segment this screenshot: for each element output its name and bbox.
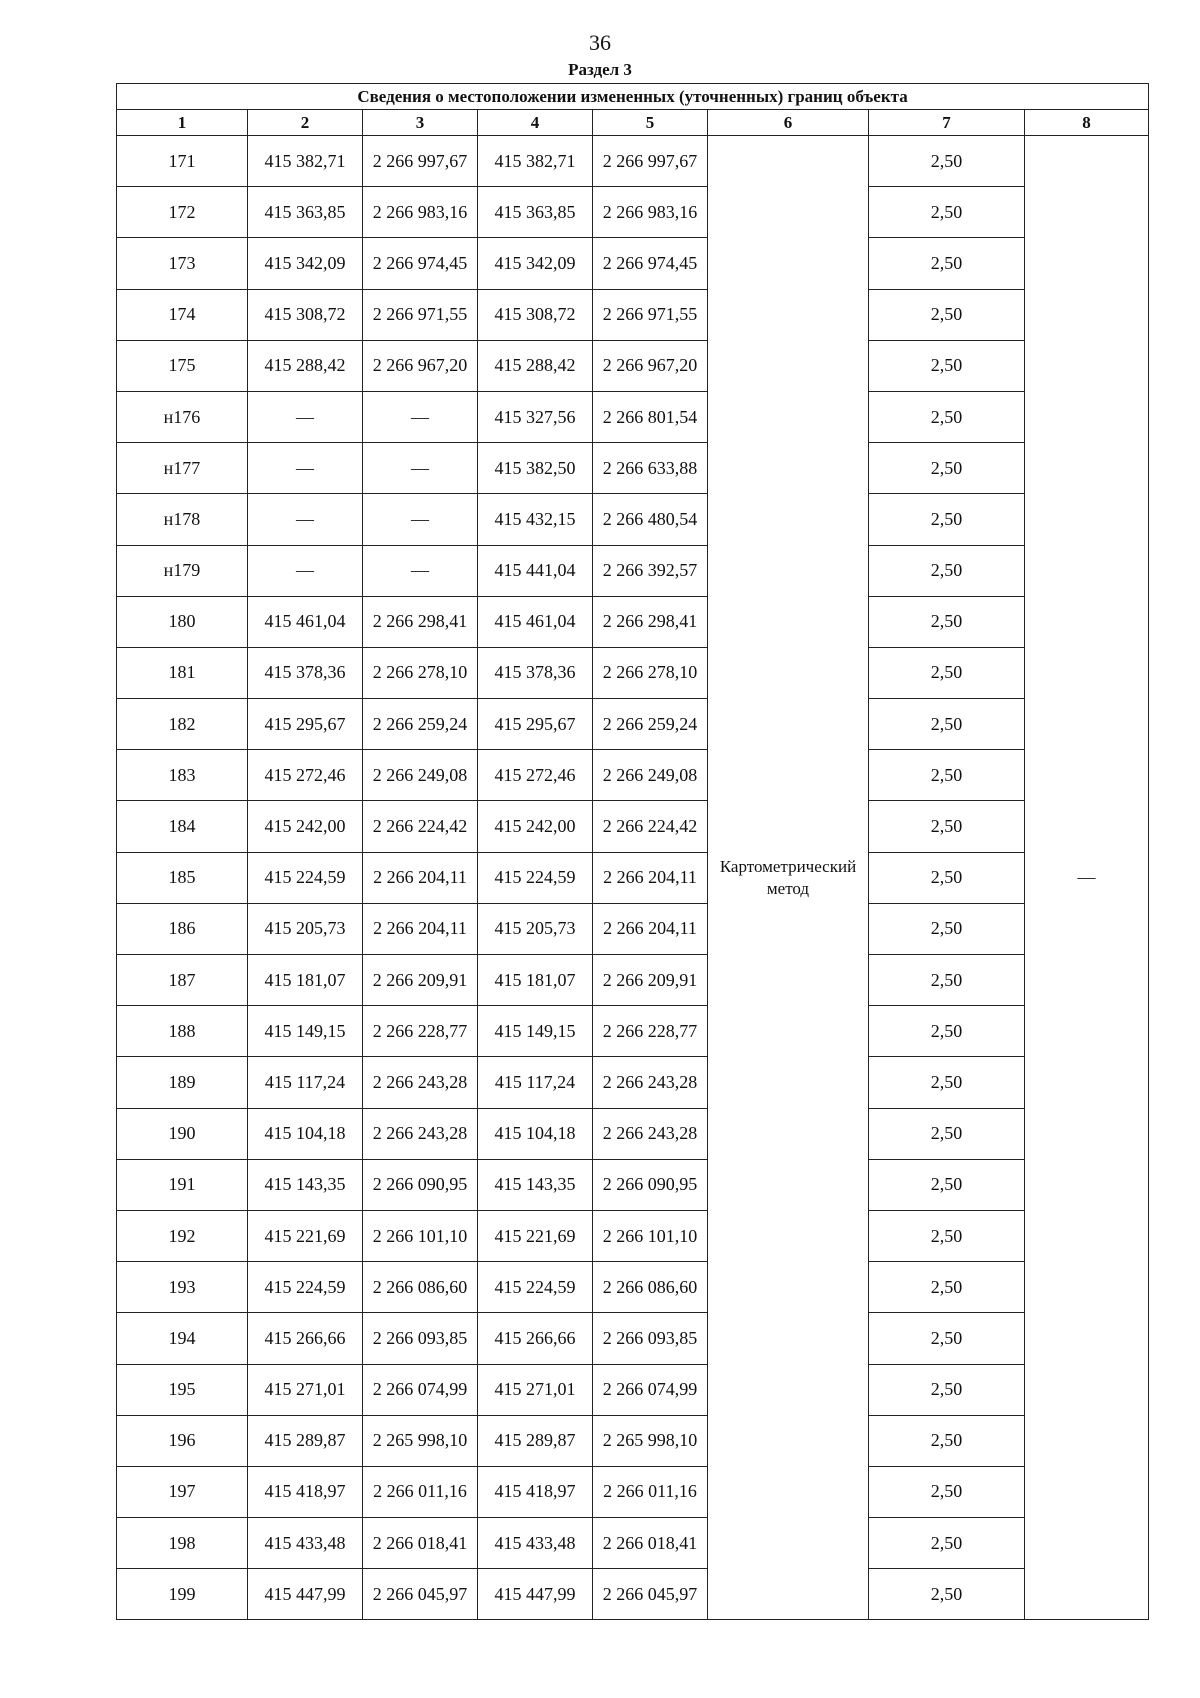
y-old-cell: 2 266 086,60 xyxy=(363,1262,478,1313)
y-old-cell: 2 266 983,16 xyxy=(363,187,478,238)
y-new-cell: 2 266 997,67 xyxy=(593,136,708,187)
point-number-cell: 173 xyxy=(117,238,248,289)
y-new-cell: 2 266 074,99 xyxy=(593,1364,708,1415)
y-old-cell: 2 266 090,95 xyxy=(363,1159,478,1210)
column-number: 1 xyxy=(117,110,248,136)
point-number-cell: 175 xyxy=(117,340,248,391)
boundary-coordinates-table xyxy=(116,83,1149,1620)
x-new-cell: 415 242,00 xyxy=(478,801,593,852)
x-old-cell: 415 149,15 xyxy=(248,1006,363,1057)
x-old-cell: 415 378,36 xyxy=(248,647,363,698)
y-old-cell: — xyxy=(363,391,478,442)
point-number-cell: н177 xyxy=(117,443,248,494)
y-old-cell: 2 266 074,99 xyxy=(363,1364,478,1415)
x-new-cell: 415 441,04 xyxy=(478,545,593,596)
y-old-cell: 2 266 224,42 xyxy=(363,801,478,852)
column-number: 2 xyxy=(248,110,363,136)
x-new-cell: 415 117,24 xyxy=(478,1057,593,1108)
table-row xyxy=(117,647,1149,698)
table-row xyxy=(117,852,1149,903)
table-row xyxy=(117,596,1149,647)
x-new-cell: 415 272,46 xyxy=(478,750,593,801)
table-row xyxy=(117,1006,1149,1057)
table-row xyxy=(117,1569,1149,1620)
y-new-cell: 2 266 011,16 xyxy=(593,1466,708,1517)
y-old-cell: 2 266 243,28 xyxy=(363,1108,478,1159)
table-row xyxy=(117,903,1149,954)
column-number: 8 xyxy=(1025,110,1149,136)
y-new-cell: 2 266 204,11 xyxy=(593,852,708,903)
y-old-cell: — xyxy=(363,545,478,596)
x-old-cell: 415 117,24 xyxy=(248,1057,363,1108)
x-old-cell: 415 342,09 xyxy=(248,238,363,289)
point-number-cell: н179 xyxy=(117,545,248,596)
x-new-cell: 415 447,99 xyxy=(478,1569,593,1620)
section-title: Раздел 3 xyxy=(568,60,632,79)
x-old-cell: 415 271,01 xyxy=(248,1364,363,1415)
y-new-cell: 2 266 224,42 xyxy=(593,801,708,852)
point-number-cell: 172 xyxy=(117,187,248,238)
x-old-cell: 415 461,04 xyxy=(248,596,363,647)
y-old-cell: 2 266 259,24 xyxy=(363,699,478,750)
accuracy-cell: 2,50 xyxy=(869,801,1025,852)
y-new-cell: 2 266 278,10 xyxy=(593,647,708,698)
table-row xyxy=(117,391,1149,442)
point-number-cell: 199 xyxy=(117,1569,248,1620)
accuracy-cell: 2,50 xyxy=(869,1466,1025,1517)
accuracy-cell: 2,50 xyxy=(869,1262,1025,1313)
x-old-cell: 415 143,35 xyxy=(248,1159,363,1210)
x-new-cell: 415 288,42 xyxy=(478,340,593,391)
y-old-cell: 2 266 204,11 xyxy=(363,852,478,903)
y-new-cell: 2 266 967,20 xyxy=(593,340,708,391)
y-old-cell: 2 266 243,28 xyxy=(363,1057,478,1108)
x-old-cell: 415 205,73 xyxy=(248,903,363,954)
y-new-cell: 2 266 633,88 xyxy=(593,443,708,494)
table-row xyxy=(117,955,1149,1006)
y-old-cell: 2 266 971,55 xyxy=(363,289,478,340)
x-new-cell: 415 433,48 xyxy=(478,1518,593,1569)
accuracy-cell: 2,50 xyxy=(869,1057,1025,1108)
y-old-cell: — xyxy=(363,494,478,545)
point-number-cell: 174 xyxy=(117,289,248,340)
x-new-cell: 415 382,71 xyxy=(478,136,593,187)
y-old-cell: 2 266 974,45 xyxy=(363,238,478,289)
x-old-cell: 415 181,07 xyxy=(248,955,363,1006)
accuracy-cell: 2,50 xyxy=(869,596,1025,647)
table-row xyxy=(117,801,1149,852)
accuracy-cell: 2,50 xyxy=(869,955,1025,1006)
y-new-cell: 2 266 093,85 xyxy=(593,1313,708,1364)
accuracy-cell: 2,50 xyxy=(869,750,1025,801)
point-number-cell: 185 xyxy=(117,852,248,903)
y-old-cell: 2 266 045,97 xyxy=(363,1569,478,1620)
column-number: 3 xyxy=(363,110,478,136)
table-row xyxy=(117,1518,1149,1569)
x-old-cell: 415 418,97 xyxy=(248,1466,363,1517)
x-old-cell: — xyxy=(248,443,363,494)
y-old-cell: 2 266 228,77 xyxy=(363,1006,478,1057)
x-old-cell: 415 242,00 xyxy=(248,801,363,852)
y-new-cell: 2 266 298,41 xyxy=(593,596,708,647)
point-number-cell: 171 xyxy=(117,136,248,187)
x-old-cell: 415 363,85 xyxy=(248,187,363,238)
accuracy-cell: 2,50 xyxy=(869,852,1025,903)
table-row xyxy=(117,443,1149,494)
x-new-cell: 415 224,59 xyxy=(478,1262,593,1313)
point-number-cell: 184 xyxy=(117,801,248,852)
accuracy-cell: 2,50 xyxy=(869,699,1025,750)
accuracy-cell: 2,50 xyxy=(869,238,1025,289)
x-old-cell: 415 308,72 xyxy=(248,289,363,340)
table-row xyxy=(117,1415,1149,1466)
x-new-cell: 415 378,36 xyxy=(478,647,593,698)
x-new-cell: 415 205,73 xyxy=(478,903,593,954)
x-old-cell: — xyxy=(248,391,363,442)
point-number-cell: 189 xyxy=(117,1057,248,1108)
y-new-cell: 2 266 090,95 xyxy=(593,1159,708,1210)
table-row xyxy=(117,494,1149,545)
point-number-cell: 196 xyxy=(117,1415,248,1466)
accuracy-cell: 2,50 xyxy=(869,494,1025,545)
accuracy-cell: 2,50 xyxy=(869,289,1025,340)
x-old-cell: 415 382,71 xyxy=(248,136,363,187)
column-number: 6 xyxy=(708,110,869,136)
y-new-cell: 2 266 983,16 xyxy=(593,187,708,238)
y-old-cell: 2 266 018,41 xyxy=(363,1518,478,1569)
x-old-cell: — xyxy=(248,494,363,545)
y-new-cell: 2 266 209,91 xyxy=(593,955,708,1006)
table-row xyxy=(117,1108,1149,1159)
point-number-cell: 180 xyxy=(117,596,248,647)
x-new-cell: 415 308,72 xyxy=(478,289,593,340)
y-old-cell: 2 266 997,67 xyxy=(363,136,478,187)
y-new-cell: 2 266 971,55 xyxy=(593,289,708,340)
column-number: 7 xyxy=(869,110,1025,136)
table-row xyxy=(117,545,1149,596)
y-old-cell: 2 266 967,20 xyxy=(363,340,478,391)
x-old-cell: 415 266,66 xyxy=(248,1313,363,1364)
table-row xyxy=(117,1313,1149,1364)
y-old-cell: 2 266 011,16 xyxy=(363,1466,478,1517)
point-number-cell: 188 xyxy=(117,1006,248,1057)
y-new-cell: 2 266 045,97 xyxy=(593,1569,708,1620)
point-number-cell: 193 xyxy=(117,1262,248,1313)
accuracy-cell: 2,50 xyxy=(869,187,1025,238)
accuracy-cell: 2,50 xyxy=(869,443,1025,494)
accuracy-cell: 2,50 xyxy=(869,1364,1025,1415)
y-new-cell: 2 266 480,54 xyxy=(593,494,708,545)
table-row xyxy=(117,340,1149,391)
y-old-cell: — xyxy=(363,443,478,494)
table-row xyxy=(117,1159,1149,1210)
y-new-cell: 2 266 249,08 xyxy=(593,750,708,801)
table-row xyxy=(117,1262,1149,1313)
point-number-cell: 183 xyxy=(117,750,248,801)
point-number-cell: н176 xyxy=(117,391,248,442)
x-new-cell: 415 149,15 xyxy=(478,1006,593,1057)
y-new-cell: 2 266 204,11 xyxy=(593,903,708,954)
x-old-cell: 415 288,42 xyxy=(248,340,363,391)
table-row xyxy=(117,289,1149,340)
x-old-cell: 415 295,67 xyxy=(248,699,363,750)
point-number-cell: 194 xyxy=(117,1313,248,1364)
x-old-cell: 415 272,46 xyxy=(248,750,363,801)
method-cell: Картометрический метод xyxy=(708,136,869,1620)
x-new-cell: 415 266,66 xyxy=(478,1313,593,1364)
y-new-cell: 2 266 243,28 xyxy=(593,1108,708,1159)
y-old-cell: 2 266 101,10 xyxy=(363,1210,478,1261)
y-old-cell: 2 266 249,08 xyxy=(363,750,478,801)
y-new-cell: 2 266 228,77 xyxy=(593,1006,708,1057)
accuracy-cell: 2,50 xyxy=(869,1108,1025,1159)
accuracy-cell: 2,50 xyxy=(869,136,1025,187)
note-cell: — xyxy=(1025,136,1149,1620)
point-number-cell: 195 xyxy=(117,1364,248,1415)
accuracy-cell: 2,50 xyxy=(869,1415,1025,1466)
accuracy-cell: 2,50 xyxy=(869,1210,1025,1261)
point-number-cell: 192 xyxy=(117,1210,248,1261)
accuracy-cell: 2,50 xyxy=(869,1313,1025,1364)
y-old-cell: 2 265 998,10 xyxy=(363,1415,478,1466)
x-old-cell: 415 289,87 xyxy=(248,1415,363,1466)
table-body xyxy=(117,136,1149,1620)
table-row xyxy=(117,699,1149,750)
x-new-cell: 415 295,67 xyxy=(478,699,593,750)
point-number-cell: 181 xyxy=(117,647,248,698)
x-new-cell: 415 418,97 xyxy=(478,1466,593,1517)
y-old-cell: 2 266 093,85 xyxy=(363,1313,478,1364)
y-old-cell: 2 266 278,10 xyxy=(363,647,478,698)
table-caption: Сведения о местоположении измененных (уточненных) границ объекта xyxy=(117,84,1149,110)
y-old-cell: 2 266 298,41 xyxy=(363,596,478,647)
y-new-cell: 2 266 801,54 xyxy=(593,391,708,442)
point-number-cell: 191 xyxy=(117,1159,248,1210)
y-new-cell: 2 266 101,10 xyxy=(593,1210,708,1261)
x-new-cell: 415 271,01 xyxy=(478,1364,593,1415)
table-row xyxy=(117,136,1149,187)
column-number: 5 xyxy=(593,110,708,136)
point-number-cell: 197 xyxy=(117,1466,248,1517)
x-old-cell: 415 221,69 xyxy=(248,1210,363,1261)
y-new-cell: 2 266 243,28 xyxy=(593,1057,708,1108)
x-new-cell: 415 432,15 xyxy=(478,494,593,545)
point-number-cell: 182 xyxy=(117,699,248,750)
x-old-cell: — xyxy=(248,545,363,596)
x-new-cell: 415 363,85 xyxy=(478,187,593,238)
x-new-cell: 415 104,18 xyxy=(478,1108,593,1159)
accuracy-cell: 2,50 xyxy=(869,545,1025,596)
table-row xyxy=(117,238,1149,289)
x-old-cell: 415 447,99 xyxy=(248,1569,363,1620)
table-row xyxy=(117,1364,1149,1415)
x-old-cell: 415 433,48 xyxy=(248,1518,363,1569)
y-new-cell: 2 266 974,45 xyxy=(593,238,708,289)
table-row xyxy=(117,1466,1149,1517)
x-new-cell: 415 143,35 xyxy=(478,1159,593,1210)
accuracy-cell: 2,50 xyxy=(869,391,1025,442)
x-old-cell: 415 104,18 xyxy=(248,1108,363,1159)
x-new-cell: 415 221,69 xyxy=(478,1210,593,1261)
y-old-cell: 2 266 209,91 xyxy=(363,955,478,1006)
accuracy-cell: 2,50 xyxy=(869,1006,1025,1057)
page-number: 36 xyxy=(589,30,611,55)
y-new-cell: 2 266 086,60 xyxy=(593,1262,708,1313)
x-new-cell: 415 289,87 xyxy=(478,1415,593,1466)
column-number-row xyxy=(117,110,1149,136)
y-old-cell: 2 266 204,11 xyxy=(363,903,478,954)
y-new-cell: 2 265 998,10 xyxy=(593,1415,708,1466)
table-row xyxy=(117,1210,1149,1261)
x-old-cell: 415 224,59 xyxy=(248,852,363,903)
x-new-cell: 415 327,56 xyxy=(478,391,593,442)
accuracy-cell: 2,50 xyxy=(869,647,1025,698)
point-number-cell: 186 xyxy=(117,903,248,954)
x-new-cell: 415 181,07 xyxy=(478,955,593,1006)
accuracy-cell: 2,50 xyxy=(869,1159,1025,1210)
table-row xyxy=(117,750,1149,801)
table-row xyxy=(117,1057,1149,1108)
x-new-cell: 415 224,59 xyxy=(478,852,593,903)
y-new-cell: 2 266 392,57 xyxy=(593,545,708,596)
x-new-cell: 415 382,50 xyxy=(478,443,593,494)
x-new-cell: 415 461,04 xyxy=(478,596,593,647)
accuracy-cell: 2,50 xyxy=(869,1518,1025,1569)
y-new-cell: 2 266 018,41 xyxy=(593,1518,708,1569)
accuracy-cell: 2,50 xyxy=(869,340,1025,391)
point-number-cell: 198 xyxy=(117,1518,248,1569)
point-number-cell: 187 xyxy=(117,955,248,1006)
x-new-cell: 415 342,09 xyxy=(478,238,593,289)
accuracy-cell: 2,50 xyxy=(869,1569,1025,1620)
point-number-cell: н178 xyxy=(117,494,248,545)
column-number: 4 xyxy=(478,110,593,136)
y-new-cell: 2 266 259,24 xyxy=(593,699,708,750)
accuracy-cell: 2,50 xyxy=(869,903,1025,954)
x-old-cell: 415 224,59 xyxy=(248,1262,363,1313)
table-row xyxy=(117,187,1149,238)
point-number-cell: 190 xyxy=(117,1108,248,1159)
